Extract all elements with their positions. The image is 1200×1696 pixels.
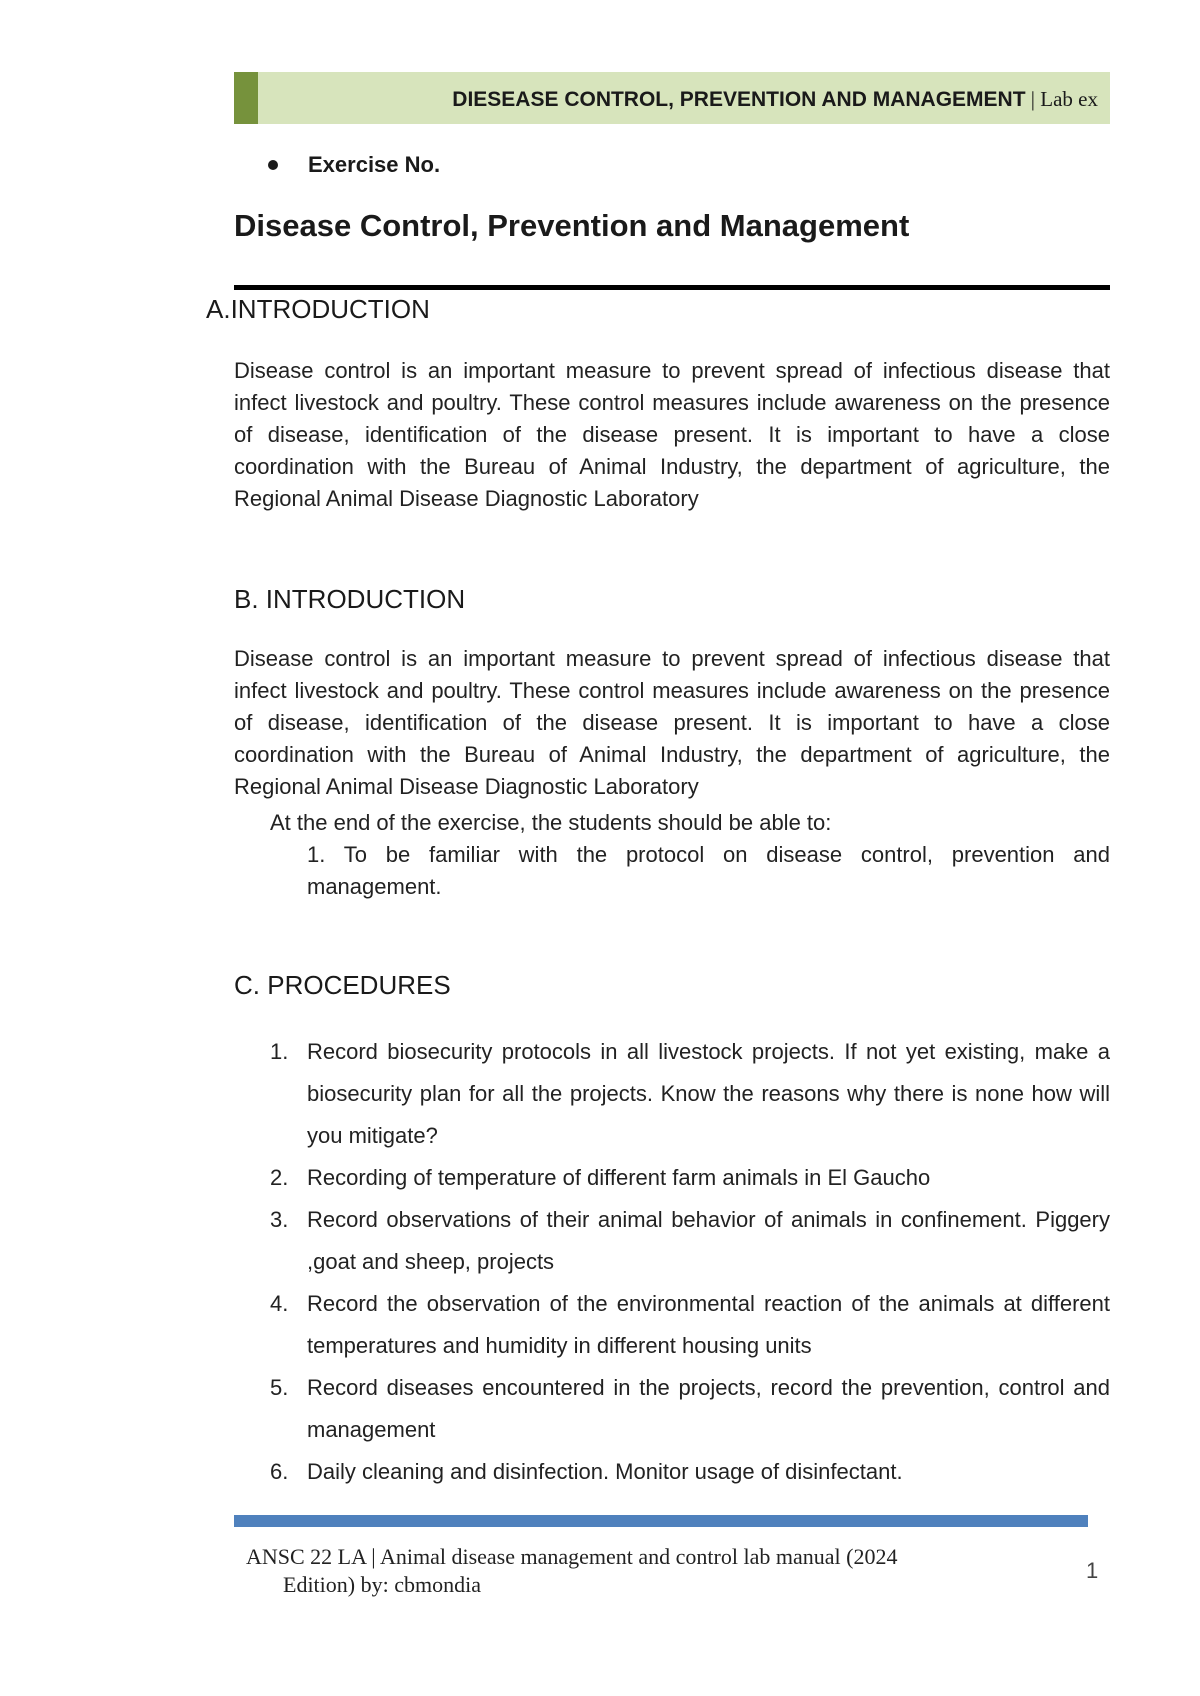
section-c-heading: C. PROCEDURES [234,970,451,1000]
procedure-text: Record biosecurity protocols in all livestock projects. If not yet existing, make a biosecurity plan for all the projects. Know the reasons why there is none how will you mitigate? [307,1039,1110,1148]
header-separator: | [1025,87,1041,111]
header-suffix: Lab ex [1040,87,1098,111]
procedure-item [270,1199,1110,1283]
footer-divider [234,1515,1088,1527]
section-a-paragraph: Disease control is an important measure to prevent spread of infectious disease that infect livestock and poultry. These control measures include awareness on the presence of disease, identification of the disease present. It is important to have a close coordination with the Bureau of Animal Industry, the department of agriculture, the Regional Animal Disease Diagnostic Laboratory [234,358,1110,511]
procedure-item [270,1031,1110,1157]
header-accent-bar [234,72,258,124]
title-divider [234,285,1110,290]
procedure-number: 3. [270,1207,289,1232]
procedure-number: 4. [270,1291,289,1316]
procedure-number: 1. [270,1039,289,1064]
running-header [234,72,1110,124]
objectives-intro: At the end of the exercise, the students should be able to: [270,810,832,835]
procedure-item [270,1157,1110,1199]
procedure-item [270,1451,1110,1493]
procedure-number: 2. [270,1165,289,1190]
procedure-item [270,1283,1110,1367]
procedure-number: 5. [270,1375,289,1400]
footer-line-1: ANSC 22 LA | Animal disease management and control lab manual (2024 [246,1544,898,1569]
objective-item: 1. To be familiar with the protocol on disease control, prevention and management. [307,842,1110,899]
exercise-label: Exercise No. [308,152,441,177]
procedure-text: Record diseases encountered in the projects, record the prevention, control and management [307,1375,1110,1442]
header-title: DIESEASE CONTROL, PREVENTION AND MANAGEMENT [452,88,1026,111]
procedure-item [270,1367,1110,1451]
procedure-text: Recording of temperature of different farm animals in El Gaucho [307,1165,931,1190]
page-number: 1 [1086,1558,1099,1583]
procedures-list [270,1031,1110,1493]
procedure-text: Daily cleaning and disinfection. Monitor usage of disinfectant. [307,1459,903,1484]
footer-text [246,1543,1026,1599]
section-b-paragraph: Disease control is an important measure to prevent spread of infectious disease that infect livestock and poultry. These control measures include awareness on the presence of disease, identification of the disease present. It is important to have a close coordination with the Bureau of Animal Industry, the department of agriculture, the Regional Animal Disease Diagnostic Laboratory [234,646,1110,799]
header-text [452,86,1098,113]
footer-line-2: Edition) by: cbmondia [283,1572,481,1597]
document-title: Disease Control, Prevention and Management [234,208,910,243]
procedure-number: 6. [270,1459,289,1484]
procedure-text: Record the observation of the environmental reaction of the animals at different temperatures and humidity in different housing units [307,1291,1110,1358]
exercise-line [270,152,440,178]
section-b-heading: B. INTRODUCTION [234,584,466,614]
procedure-text: Record observations of their animal behavior of animals in confinement. Piggery ,goat and sheep, projects [307,1207,1110,1274]
bullet-icon [268,160,278,170]
section-a-heading: A.INTRODUCTION [206,294,430,324]
